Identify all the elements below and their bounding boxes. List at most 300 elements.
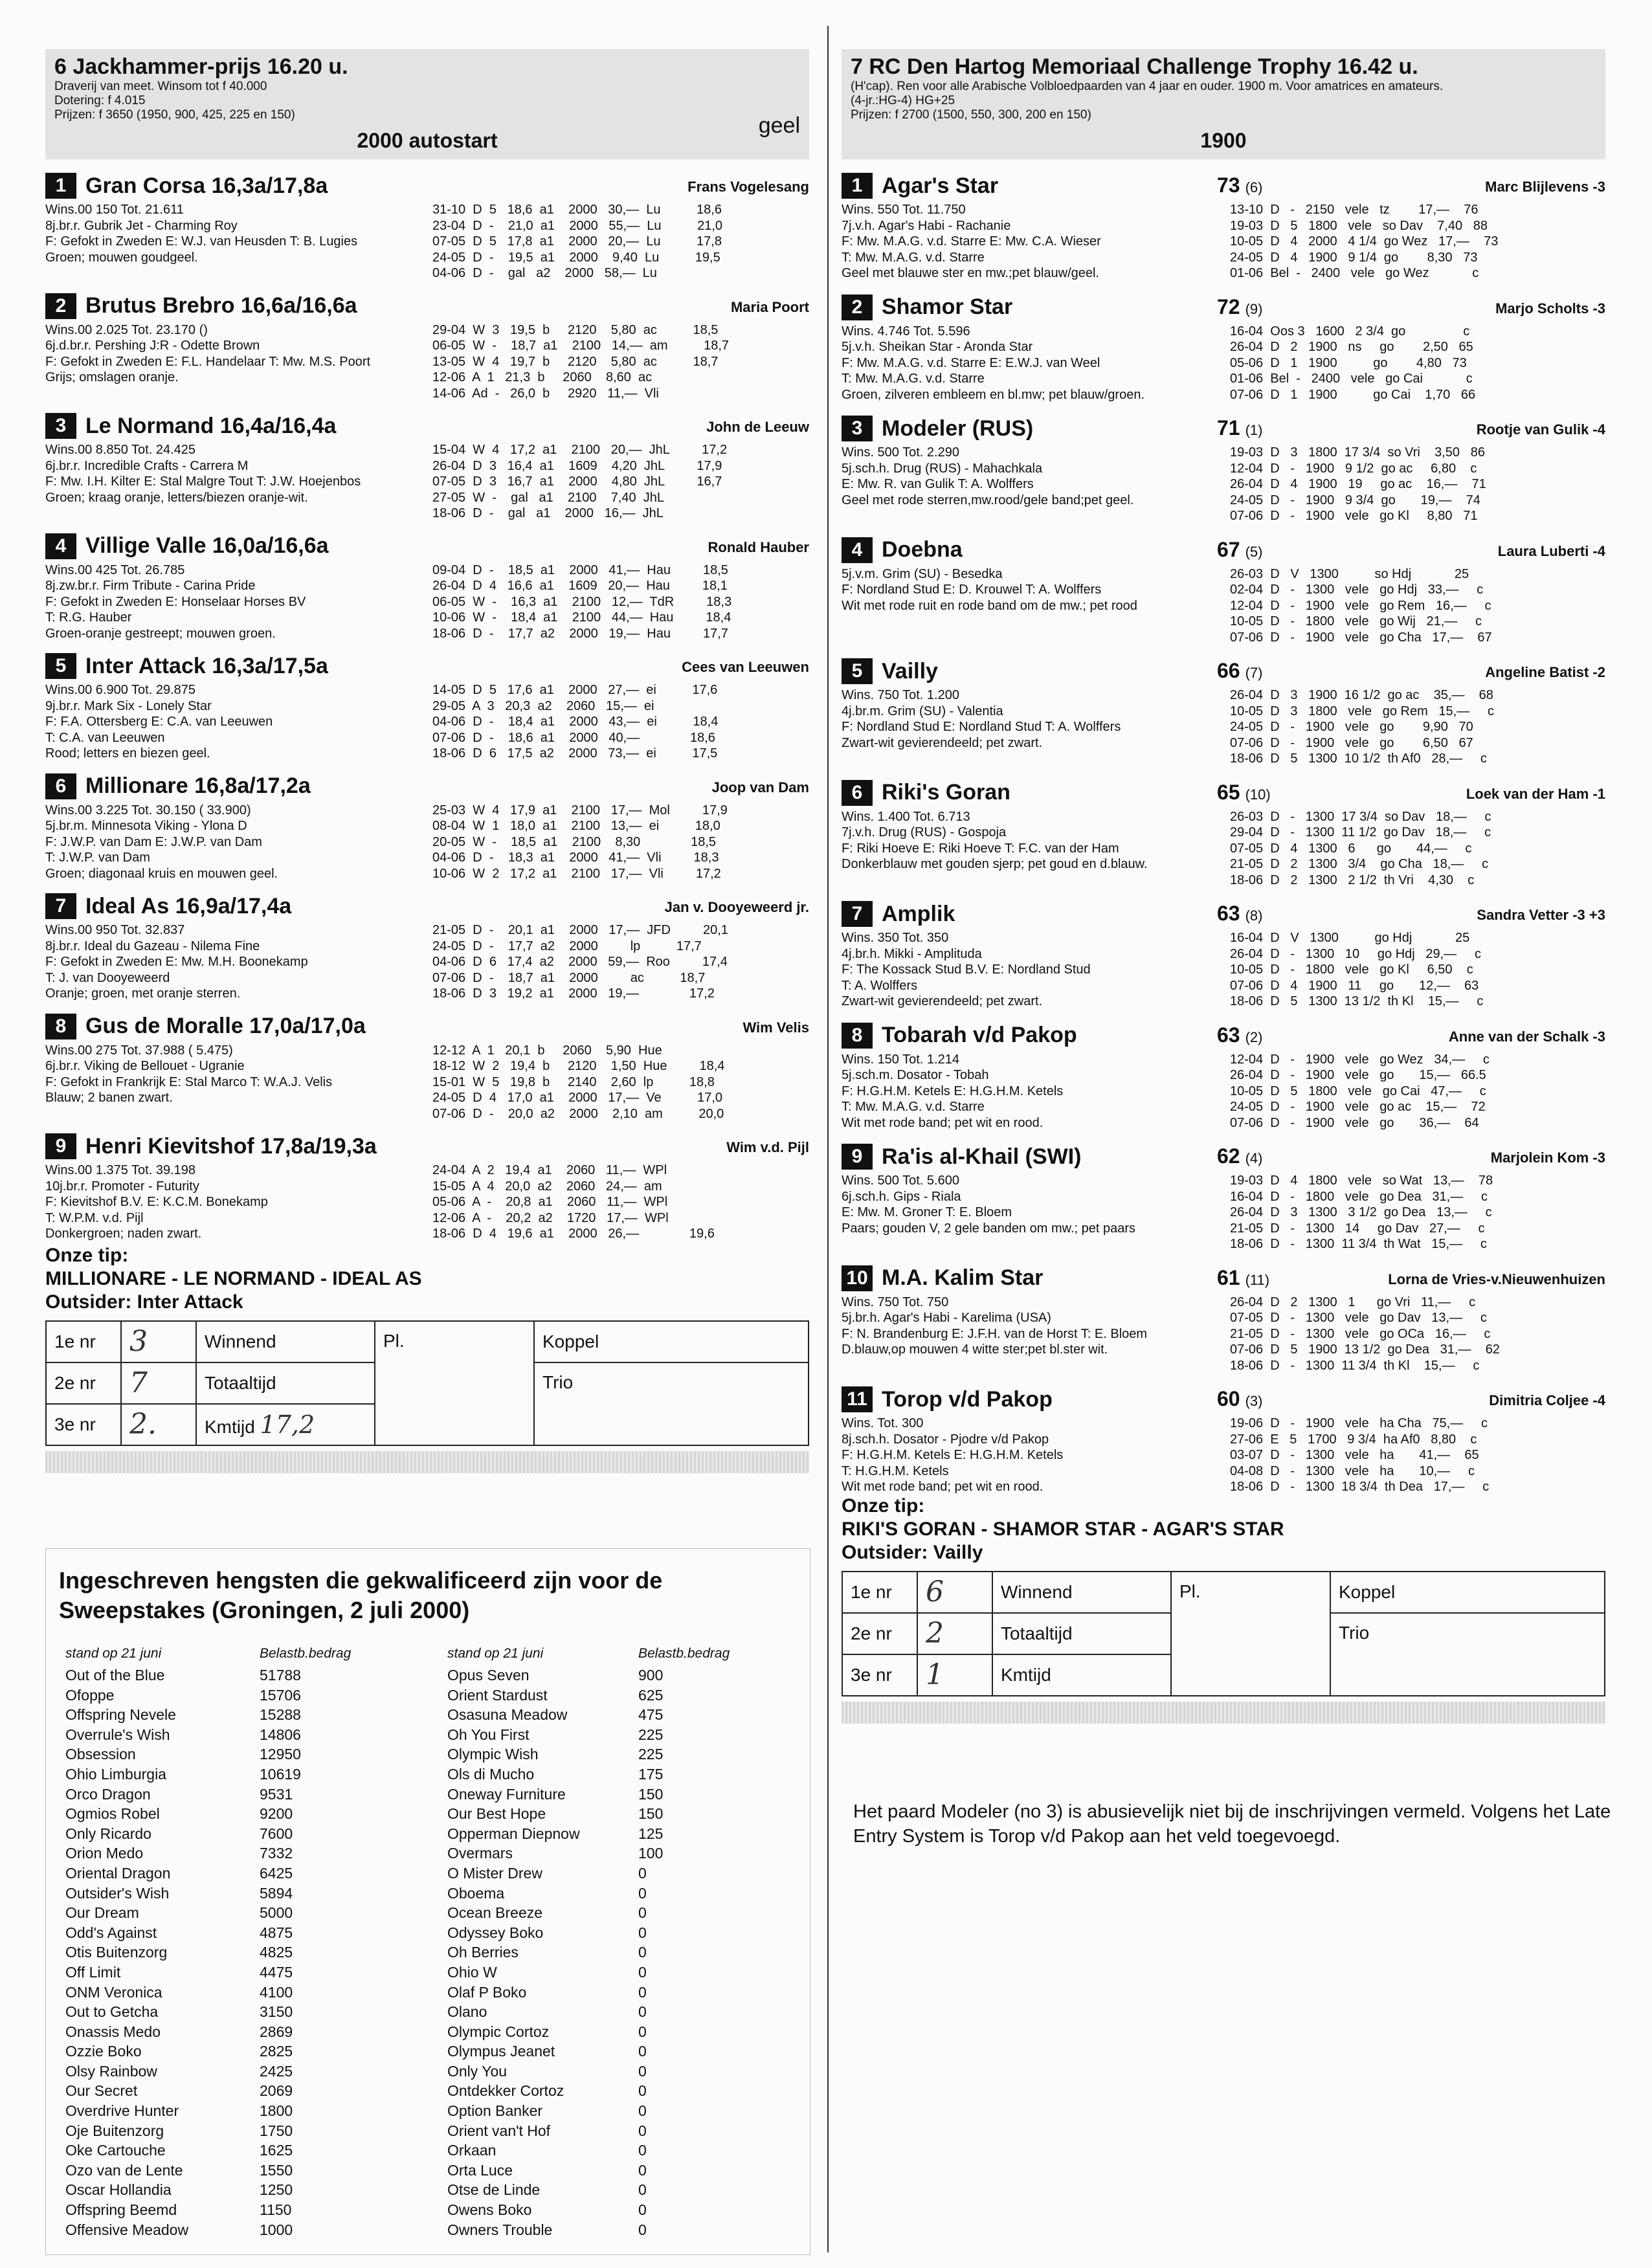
start-number: 2 <box>45 293 76 319</box>
result-form <box>45 1320 809 1446</box>
info-line: T: H.G.H.M. Ketels <box>842 1463 949 1478</box>
performance-row: 05-06 D 1 1900 go 4,80 73 <box>1230 355 1467 370</box>
stallion-name: Our Best Hope <box>447 1805 546 1823</box>
performance-row: 07-06 D - 18,7 a1 2000 ac 18,7 <box>432 970 706 985</box>
info-line: 8j.br.r. Gubrik Jet - Charming Roy <box>45 218 238 233</box>
horse-info <box>842 445 1230 508</box>
start-number: 7 <box>45 893 76 919</box>
horse-name: Inter Attack 16,3a/17,5a <box>85 653 328 678</box>
stallion-amount: 0 <box>638 1864 647 1882</box>
horse-info <box>842 930 1230 1010</box>
performance-row: 24-05 D 4 17,0 a1 2000 17,— Ve 17,0 <box>432 1091 723 1105</box>
horse-rating: 61 (11) <box>1217 1265 1270 1289</box>
start-number: 6 <box>842 780 873 806</box>
horse-info <box>45 562 434 642</box>
performance-table <box>1230 1416 1489 1495</box>
performance-row: 15-01 W 5 19,8 b 2140 2,60 lp 18,8 <box>432 1074 715 1089</box>
horse-entry <box>45 880 809 1000</box>
performance-row: 07-05 D 5 17,8 a1 2000 20,— Lu 17,8 <box>432 234 722 249</box>
driver-name: Angeline Batist -2 <box>1485 664 1605 680</box>
stallion-amount: 900 <box>638 1667 664 1684</box>
stallion-name: Overrule's Wish <box>65 1726 170 1743</box>
start-number: 8 <box>45 1014 76 1040</box>
performance-row: 07-05 D 3 16,7 a1 2000 4,80 JhL 16,7 <box>432 474 722 489</box>
info-line: Wins.00 2.025 Tot. 23.170 () <box>45 322 208 337</box>
stallion-amount: 0 <box>638 2023 647 2040</box>
horse-heading <box>842 1265 1043 1292</box>
tip-label: Onze tip: <box>45 1244 129 1266</box>
stallion-name: Owners Trouble <box>447 2221 553 2238</box>
horse-entry <box>842 281 1605 403</box>
info-line: Wins.00 150 Tot. 21.611 <box>45 203 184 217</box>
tip-label: Onze tip: <box>842 1495 925 1517</box>
horse-name: Agar's Star <box>882 173 999 198</box>
horse-entry <box>45 280 809 400</box>
performance-table <box>432 922 728 1002</box>
horse-info <box>45 922 434 1002</box>
driver-name: Maria Poort <box>730 298 809 315</box>
horse-entry <box>45 1120 809 1240</box>
performance-row: 25-03 W 4 17,9 a1 2100 17,— Mol 17,9 <box>432 803 728 817</box>
performance-table <box>1230 445 1486 524</box>
info-line: Wit met rode band; pet wit en rood. <box>842 1480 1044 1494</box>
stallion-name: Overmars <box>447 1845 513 1862</box>
decorative-stripe <box>842 1702 1605 1724</box>
stallion-name: Orkaan <box>447 2142 497 2159</box>
result-label: Totaaltijd <box>992 1613 1171 1654</box>
performance-table <box>432 202 722 282</box>
stallion-name: Oboema <box>447 1884 505 1902</box>
horse-heading <box>45 293 357 320</box>
performance-row: 18-12 W 2 19,4 b 2120 1,50 Hue 18,4 <box>432 1059 725 1073</box>
info-line: Zwart-wit gevierendeeld; pet zwart. <box>842 735 1043 750</box>
performance-row: 07-06 D - 18,6 a1 2000 40,— 18,6 <box>432 730 715 745</box>
info-line: T: W.P.M. v.d. Pijl <box>45 1210 144 1225</box>
performance-row: 03-07 D - 1300 vele ha 41,— 65 <box>1230 1448 1479 1462</box>
horse-name: Doebna <box>882 537 963 562</box>
performance-row: 29-04 W 3 19,5 b 2120 5,80 ac 18,5 <box>432 322 719 337</box>
info-line: Wit met rode band; pet wit en rood. <box>842 1115 1044 1130</box>
info-line: Groen; diagonaal kruis en mouwen geel. <box>45 866 278 881</box>
draw-position: (3) <box>1245 1393 1263 1409</box>
stallion-name: Olympus Jeanet <box>447 2043 555 2060</box>
performance-row: 10-06 W 2 17,2 a1 2100 17,— Vli 17,2 <box>432 866 721 881</box>
handwritten-number[interactable]: 2 <box>917 1613 992 1654</box>
performance-row: 12-04 D - 1900 9 1/2 go ac 6,80 c <box>1230 461 1477 476</box>
start-number: 5 <box>842 658 873 684</box>
performance-row: 26-04 D 4 16,6 a1 1609 20,— Hau 18,1 <box>432 579 728 593</box>
horse-info <box>842 566 1230 614</box>
driver-name: Marc Blijlevens -3 <box>1485 179 1605 195</box>
performance-row: 07-05 D 4 1300 6 go 44,— c <box>1230 841 1472 856</box>
info-line: Wins. Tot. 300 <box>842 1416 924 1430</box>
stallion-name: Olympic Wish <box>447 1746 539 1763</box>
info-line: 5j.br.m. Minnesota Viking - Ylona D <box>45 819 247 833</box>
tip-text: MILLIONARE - LE NORMAND - IDEAL AS <box>45 1267 422 1289</box>
info-line: 6j.br.r. Incredible Crafts - Carrera M <box>45 458 249 473</box>
stallion-amount: 3150 <box>260 2003 293 2021</box>
horse-info <box>842 1416 1230 1495</box>
performance-row: 04-06 D 6 17,4 a2 2000 59,— Roo 17,4 <box>432 955 728 969</box>
info-line: 6j.d.br.r. Pershing J:R - Odette Brown <box>45 339 260 353</box>
horse-name: Vailly <box>882 658 938 684</box>
race-prizes: Prijzen: f 2700 (1500, 550, 300, 200 en 150) <box>851 108 1091 122</box>
horse-name: Henri Kievitshof 17,8a/19,3a <box>85 1133 377 1159</box>
info-line: 5j.v.m. Grim (SU) - Besedka <box>842 566 1003 581</box>
draw-position: (5) <box>1245 543 1263 560</box>
result-label: Koppel <box>1330 1572 1605 1613</box>
stallion-name: Otse de Linde <box>447 2181 541 2199</box>
performance-row: 04-08 D - 1300 vele ha 10,— c <box>1230 1463 1475 1478</box>
draw-position: (1) <box>1245 422 1263 438</box>
horse-info <box>45 682 434 762</box>
info-line: F: H.G.H.M. Ketels E: H.G.H.M. Ketels <box>842 1084 1064 1098</box>
stallion-name: Oneway Furniture <box>447 1785 566 1803</box>
driver-name: Jan v. Dooyeweerd jr. <box>664 899 809 915</box>
info-line: F: Mw. I.H. Kilter E: Stal Malgre Tout T: J.W. Hoejenbos <box>45 474 361 489</box>
performance-row: 18-06 D - 1300 18 3/4 th Dea 17,— c <box>1230 1480 1490 1494</box>
performance-row: 10-05 D 4 2000 4 1/4 go Wez 17,— 73 <box>1230 234 1499 249</box>
stallion-name: Ontdekker Cortoz <box>447 2082 564 2100</box>
stallion-name: Out of the Blue <box>65 1667 165 1684</box>
horse-rating: 67 (5) <box>1217 537 1263 561</box>
driver-name: Joop van Dam <box>711 779 809 795</box>
stallion-name: Odyssey Boko <box>447 1924 544 1941</box>
horse-rating: 65 (10) <box>1217 780 1271 804</box>
stallion-amount: 150 <box>638 1805 664 1823</box>
info-line: Wins. 750 Tot. 1.200 <box>842 688 959 702</box>
performance-row: 10-05 D - 1800 vele go Wij 21,— c <box>1230 614 1482 628</box>
info-line: T: R.G. Hauber <box>45 610 132 625</box>
stallion-amount: 0 <box>638 2221 647 2238</box>
performance-row: 04-06 D - 18,3 a1 2000 41,— Vli 18,3 <box>432 850 719 865</box>
stallion-amount: 0 <box>638 2043 647 2060</box>
horse-rating: 72 (9) <box>1217 295 1263 318</box>
pl-field: Pl. <box>375 1321 534 1445</box>
performance-row: 24-05 D 4 1900 9 1/4 go 8,30 73 <box>1230 250 1478 265</box>
info-line: Wins. 150 Tot. 1.214 <box>842 1052 959 1067</box>
stallion-amount: 10619 <box>260 1765 301 1783</box>
horse-heading <box>45 533 329 560</box>
horse-heading <box>45 652 328 680</box>
sweepstakes-title: Ingeschreven hengsten die gekwalificeerd zijn voor de Sweepstakes (Groningen, 2 juli 2000) <box>59 1567 663 1623</box>
info-line: Geel met blauwe ster en mw.;pet blauw/geel. <box>842 266 1099 280</box>
race-distance: 1900 <box>1200 129 1247 152</box>
info-line: Groen; kraag oranje, letters/biezen oranje-wit. <box>45 490 308 505</box>
stallion-amount: 2425 <box>260 2062 293 2080</box>
stallion-amount: 2825 <box>260 2043 293 2060</box>
info-line: T: Mw. M.A.G. v.d. Starre <box>842 250 985 265</box>
stallion-name: Ohio W <box>447 1963 497 1981</box>
horse-rating: 62 (4) <box>1217 1144 1263 1168</box>
handwritten-number[interactable]: 1 <box>917 1654 992 1696</box>
stallion-amount: 125 <box>638 1825 664 1842</box>
performance-row: 27-06 E 5 1700 9 3/4 ha Af0 8,80 c <box>1230 1432 1477 1447</box>
draw-position: (8) <box>1245 907 1263 924</box>
stallion-name: Only You <box>447 2062 508 2080</box>
result-label: Totaaltijd <box>196 1362 375 1404</box>
horse-heading <box>842 172 998 199</box>
performance-row: 01-06 Bel - 2400 vele go Cai c <box>1230 372 1473 386</box>
info-line: T: Mw. M.A.G. v.d. Starre <box>842 1100 985 1114</box>
stallion-amount: 9200 <box>260 1805 293 1823</box>
horse-name: Ra'is al-Khail (SWI) <box>882 1144 1082 1169</box>
info-line: 4j.br.h. Mikki - Amplituda <box>842 946 982 961</box>
handwritten-number[interactable]: 3 <box>121 1321 196 1362</box>
performance-row: 07-05 D - 1300 vele go Dav 13,— c <box>1230 1311 1487 1325</box>
performance-table <box>1230 1295 1500 1374</box>
info-line: F: Nordland Stud E: Nordland Stud T: A. Wolffers <box>842 720 1121 734</box>
driver-name: Anne van der Schalk -3 <box>1448 1028 1605 1045</box>
result-label: Winnend <box>992 1572 1171 1613</box>
stallion-amount: 0 <box>638 2062 647 2080</box>
horse-name: Brutus Brebro 16,6a/16,6a <box>85 293 357 318</box>
start-number: 9 <box>45 1133 76 1159</box>
info-line: Wins. 500 Tot. 2.290 <box>842 445 959 460</box>
performance-row: 06-05 W - 16,3 a1 2100 12,— TdR 18,3 <box>432 594 732 609</box>
stallion-amount: 4100 <box>260 1983 293 2001</box>
info-line: Wins.00 3.225 Tot. 30.150 ( 33.900) <box>45 803 251 817</box>
performance-row: 06-05 W - 18,7 a1 2100 14,— am 18,7 <box>432 339 730 353</box>
info-line: 5j.sch.h. Drug (RUS) - Mahachkala <box>842 461 1043 476</box>
performance-row: 21-05 D - 1300 14 go Dav 27,— c <box>1230 1221 1485 1236</box>
info-line: F: Gefokt in Zweden E: W.J. van Heusden T: B. Lugies <box>45 234 358 249</box>
stallion-name: Orient Stardust <box>447 1686 548 1704</box>
driver-name: Rootje van Gulik -4 <box>1476 421 1605 438</box>
horse-name: Amplik <box>882 901 955 926</box>
performance-row: 19-03 D 4 1800 vele so Wat 13,— 78 <box>1230 1173 1493 1188</box>
info-line: Wins.00 425 Tot. 26.785 <box>45 562 185 577</box>
horse-info <box>45 322 434 386</box>
stallion-name: Off Limit <box>65 1963 121 1981</box>
stallion-amount: 1250 <box>260 2181 293 2199</box>
horse-info <box>45 442 434 506</box>
performance-row: 10-06 W - 18,4 a1 2100 44,— Hau 18,4 <box>432 610 731 625</box>
info-line: F: Gefokt in Zweden E: F.L. Handelaar T: Mw. M.S. Poort <box>45 354 371 369</box>
stallion-name: Ogmios Robel <box>65 1805 160 1823</box>
stallion-amount: 0 <box>638 2003 647 2021</box>
performance-row: 09-04 D - 18,5 a1 2000 41,— Hau 18,5 <box>432 562 728 577</box>
race-title: 6 Jackhammer-prijs 16.20 u. <box>54 54 348 79</box>
stallion-name: Olympic Cortoz <box>447 2023 550 2040</box>
horse-rating: 71 (1) <box>1217 416 1263 439</box>
info-line: Rood; letters en biezen geel. <box>45 746 210 761</box>
performance-table <box>1230 930 1483 1010</box>
performance-row: 29-04 D - 1300 11 1/2 go Dav 18,— c <box>1230 825 1491 839</box>
race-condition: (H'cap). Ren voor alle Arabische Volbloedpaarden van 4 jaar en ouder. 1900 m. Voor amatrices en amateurs. <box>851 80 1444 93</box>
driver-name: Laura Luberti -4 <box>1497 542 1605 559</box>
stallion-amount: 1550 <box>260 2161 293 2179</box>
performance-table <box>432 442 727 522</box>
horse-name: Ideal As 16,9a/17,4a <box>85 893 292 918</box>
info-line: Wit met rode ruit en rode band om de mw.; pet rood <box>842 598 1137 613</box>
start-number: 10 <box>842 1265 873 1291</box>
tip-text: RIKI'S GORAN - SHAMOR STAR - AGAR'S STAR <box>842 1518 1284 1540</box>
performance-row: 19-03 D 3 1800 17 3/4 so Vri 3,50 86 <box>1230 445 1485 460</box>
performance-table <box>1230 1173 1493 1252</box>
horse-info <box>842 1052 1230 1131</box>
info-line: 4j.br.m. Grim (SU) - Valentia <box>842 704 1003 718</box>
result-label: Koppel <box>534 1321 809 1362</box>
info-line: F: Mw. M.A.G. v.d. Starre E: E.W.J. van Weel <box>842 355 1100 370</box>
driver-name: Dimitria Coljee -4 <box>1489 1392 1605 1408</box>
horse-heading <box>842 415 1033 442</box>
draw-position: (4) <box>1245 1150 1263 1166</box>
race-6-header <box>45 49 809 159</box>
horse-info <box>45 202 434 265</box>
horse-heading <box>45 412 336 439</box>
performance-row: 18-06 D - 17,7 a2 2000 19,— Hau 17,7 <box>432 626 728 641</box>
stallion-amount: 475 <box>638 1706 664 1724</box>
performance-row: 21-05 D - 20,1 a1 2000 17,— JFD 20,1 <box>432 923 728 937</box>
column-divider <box>827 26 829 2252</box>
horse-entry <box>842 1009 1605 1131</box>
race-distance: 2000 autostart <box>357 129 498 152</box>
horse-entry <box>45 520 809 640</box>
horse-entry <box>842 524 1605 645</box>
driver-name: Lorna de Vries-v.Nieuwenhuizen <box>1388 1271 1605 1287</box>
performance-row: 24-05 D - 1900 vele go 9,90 70 <box>1230 720 1473 734</box>
draw-position: (7) <box>1245 665 1263 681</box>
horse-heading <box>45 773 311 800</box>
stallion-name: Orta Luce <box>447 2161 513 2179</box>
stallion-name: Oje Buitenzorg <box>65 2122 164 2139</box>
info-line: Donkerblauw met gouden sjerp; pet goud en d.blauw. <box>842 857 1148 871</box>
stallion-amount: 1750 <box>260 2122 293 2139</box>
horse-heading <box>45 893 291 920</box>
info-line: F: Gefokt in Zweden E: Mw. M.H. Boonekamp <box>45 955 308 969</box>
horse-info <box>842 809 1230 873</box>
draw-position: (6) <box>1245 179 1263 195</box>
stallion-amount: 0 <box>638 1983 647 2001</box>
stallion-name: Oh You First <box>447 1726 530 1743</box>
sweep-col-values-left: Belastb.bedrag 51788 15706 15288 14806 12950 10619 9531 9200 7600 7332 6425 5894 5000 4875 4825 4475 4100 3150 2869 2825 2425 2069 1800 1750 1625 1550 1250 1150 1000 <box>260 1646 351 2240</box>
performance-row: 10-05 D 3 1800 vele go Rem 15,— c <box>1230 704 1494 718</box>
performance-row: 10-05 D 5 1800 vele go Cai 47,— c <box>1230 1084 1486 1098</box>
stallion-amount: 1150 <box>260 2201 292 2219</box>
stallion-amount: 1000 <box>260 2221 293 2238</box>
performance-row: 14-05 D 5 17,6 a1 2000 27,— ei 17,6 <box>432 683 718 697</box>
performance-row: 24-05 D - 1900 vele go ac 15,— 72 <box>1230 1100 1486 1114</box>
race-6-column <box>45 0 809 1473</box>
stallion-name: Ofoppe <box>65 1686 115 1704</box>
performance-row: 07-06 D - 1900 vele go Cha 17,— 67 <box>1230 630 1492 645</box>
info-line: F: F.A. Ottersberg E: C.A. van Leeuwen <box>45 715 273 729</box>
result-label: 3e nr <box>842 1654 917 1696</box>
horse-name: Torop v/d Pakop <box>882 1386 1053 1412</box>
performance-row: 18-06 D 6 17,5 a2 2000 73,— ei 17,5 <box>432 746 718 761</box>
info-line: Wins. 350 Tot. 350 <box>842 931 949 945</box>
performance-table <box>432 682 718 762</box>
driver-name: Marjolein Kom -3 <box>1490 1150 1605 1166</box>
start-number: 3 <box>45 413 76 439</box>
stallion-name: Ohio Limburgia <box>65 1765 166 1783</box>
horse-info <box>45 1043 434 1106</box>
performance-row: 16-04 D V 1300 go Hdj 25 <box>1230 931 1470 945</box>
late-entry-note: Het paard Modeler (no 3) is abusievelijk niet bij de inschrijvingen vermeld. Volgens het Late Entry System is Torop v/d Pakop aan het veld toegevoegd. <box>853 1801 1611 1847</box>
tip-block <box>45 1244 809 1314</box>
horse-heading <box>45 1133 377 1160</box>
info-line: Donkergroen; naden zwart. <box>45 1227 202 1241</box>
horse-rating: 63 (2) <box>1217 1023 1263 1047</box>
stallion-name: Osasuna Meadow <box>447 1706 568 1724</box>
horse-entry <box>842 1373 1605 1495</box>
horse-heading <box>842 294 1012 321</box>
performance-table <box>1230 809 1491 889</box>
horse-heading <box>842 658 938 685</box>
performance-row: 01-06 Bel - 2400 vele go Wez c <box>1230 266 1479 280</box>
info-line: Wins.00 6.900 Tot. 29.875 <box>45 683 196 697</box>
result-label: Kmtijd <box>992 1654 1171 1696</box>
horse-name: Villige Valle 16,0a/16,6a <box>85 533 329 558</box>
result-label: 2e nr <box>842 1613 917 1654</box>
stallion-amount: 15288 <box>260 1706 301 1724</box>
stallion-amount: 4825 <box>260 1944 293 1961</box>
performance-row: 07-06 D 4 1900 11 go 12,— 63 <box>1230 978 1479 993</box>
draw-position: (10) <box>1245 786 1271 803</box>
performance-row: 26-04 D 3 1300 3 1/2 go Dea 13,— c <box>1230 1205 1492 1219</box>
horse-heading <box>842 1022 1077 1049</box>
info-line: F: J.W.P. van Dam E: J.W.P. van Dam <box>45 834 262 849</box>
result-label: 2e nr <box>46 1362 121 1404</box>
horse-entry <box>842 887 1605 1009</box>
race-title: 7 RC Den Hartog Memoriaal Challenge Trophy 16.42 u. <box>851 54 1418 79</box>
info-line: F: Mw. M.A.G. v.d. Starre E: Mw. C.A. Wieser <box>842 234 1101 249</box>
performance-table <box>432 1162 715 1242</box>
info-line: Wins. 500 Tot. 5.600 <box>842 1173 959 1188</box>
info-line: T: C.A. van Leeuwen <box>45 730 165 745</box>
performance-row: 15-05 A 4 20,0 a2 2060 24,— am <box>432 1179 662 1194</box>
horse-rating: 66 (7) <box>1217 659 1263 682</box>
performance-row: 04-06 D - 18,4 a1 2000 43,— ei 18,4 <box>432 715 719 729</box>
race-7-horse-list <box>842 159 1605 1495</box>
info-line: 5j.sch.m. Dosator - Tobah <box>842 1068 989 1082</box>
handwritten-number[interactable]: 7 <box>121 1362 196 1404</box>
info-line: F: The Kossack Stud B.V. E: Nordland Stud <box>842 962 1091 977</box>
handwritten-number[interactable]: 6 <box>917 1572 992 1613</box>
stallion-amount: 225 <box>638 1726 664 1743</box>
race-prizes: Prijzen: f 3650 (1950, 900, 425, 225 en 150) <box>54 108 295 122</box>
stallion-name: Olano <box>447 2003 487 2021</box>
stallion-amount: 5894 <box>260 1884 293 1902</box>
performance-row: 18-06 D 4 19,6 a1 2000 26,— 19,6 <box>432 1227 715 1241</box>
stallion-name: Obsession <box>65 1746 136 1763</box>
performance-row: 26-04 D 3 1900 16 1/2 go ac 35,— 68 <box>1230 688 1493 702</box>
performance-row: 18-06 D 2 1300 2 1/2 th Vri 4,30 c <box>1230 873 1475 887</box>
horse-name: Tobarah v/d Pakop <box>882 1023 1077 1047</box>
driver-name: Cees van Leeuwen <box>682 659 809 675</box>
performance-table <box>432 322 729 402</box>
horse-name: Le Normand 16,4a/16,4a <box>85 413 337 438</box>
horse-name: Gus de Moralle 17,0a/17,0a <box>85 1014 366 1038</box>
sweep-col-names-left: stand op 21 juni Out of the Blue Ofoppe Offspring Nevele Overrule's Wish Obsession Ohio Limburgia Orco Dragon Ogmios Robel Only Ricardo Orion Medo Oriental Dragon Outsider's Wish Our Dream Odd's Against Otis Buitenzorg Off Limit ONM Veronica Out to Getcha Onassis Medo Ozzie Boko Olsy Rainbow Our Secret Overdrive Hunter Oje Buitenzorg Oke Cartouche Ozo van de Lente Oscar Hollandia Offspring Beemd Offensive Meadow <box>65 1646 188 2240</box>
info-line: F: Kievitshof B.V. E: K.C.M. Bonekamp <box>45 1195 268 1209</box>
stallion-amount: 51788 <box>260 1667 301 1684</box>
performance-row: 19-06 D - 1900 vele ha Cha 75,— c <box>1230 1416 1488 1430</box>
horse-entry <box>842 645 1605 766</box>
stallion-name: Our Secret <box>65 2082 138 2100</box>
horse-heading <box>45 1013 366 1040</box>
handwritten-number[interactable]: 2. <box>121 1404 196 1445</box>
stallion-name: Orion Medo <box>65 1845 144 1862</box>
horse-info <box>45 1162 434 1242</box>
info-line: 5j.br.h. Agar's Habi - Karelima (USA) <box>842 1311 1051 1325</box>
horse-entry <box>45 639 809 760</box>
horse-rating: 73 (6) <box>1217 173 1263 197</box>
stallion-name: Our Dream <box>65 1904 139 1922</box>
performance-row: 04-06 D - gal a2 2000 58,— Lu <box>432 266 657 280</box>
info-line: 5j.v.h. Sheikan Star - Aronda Star <box>842 340 1033 354</box>
